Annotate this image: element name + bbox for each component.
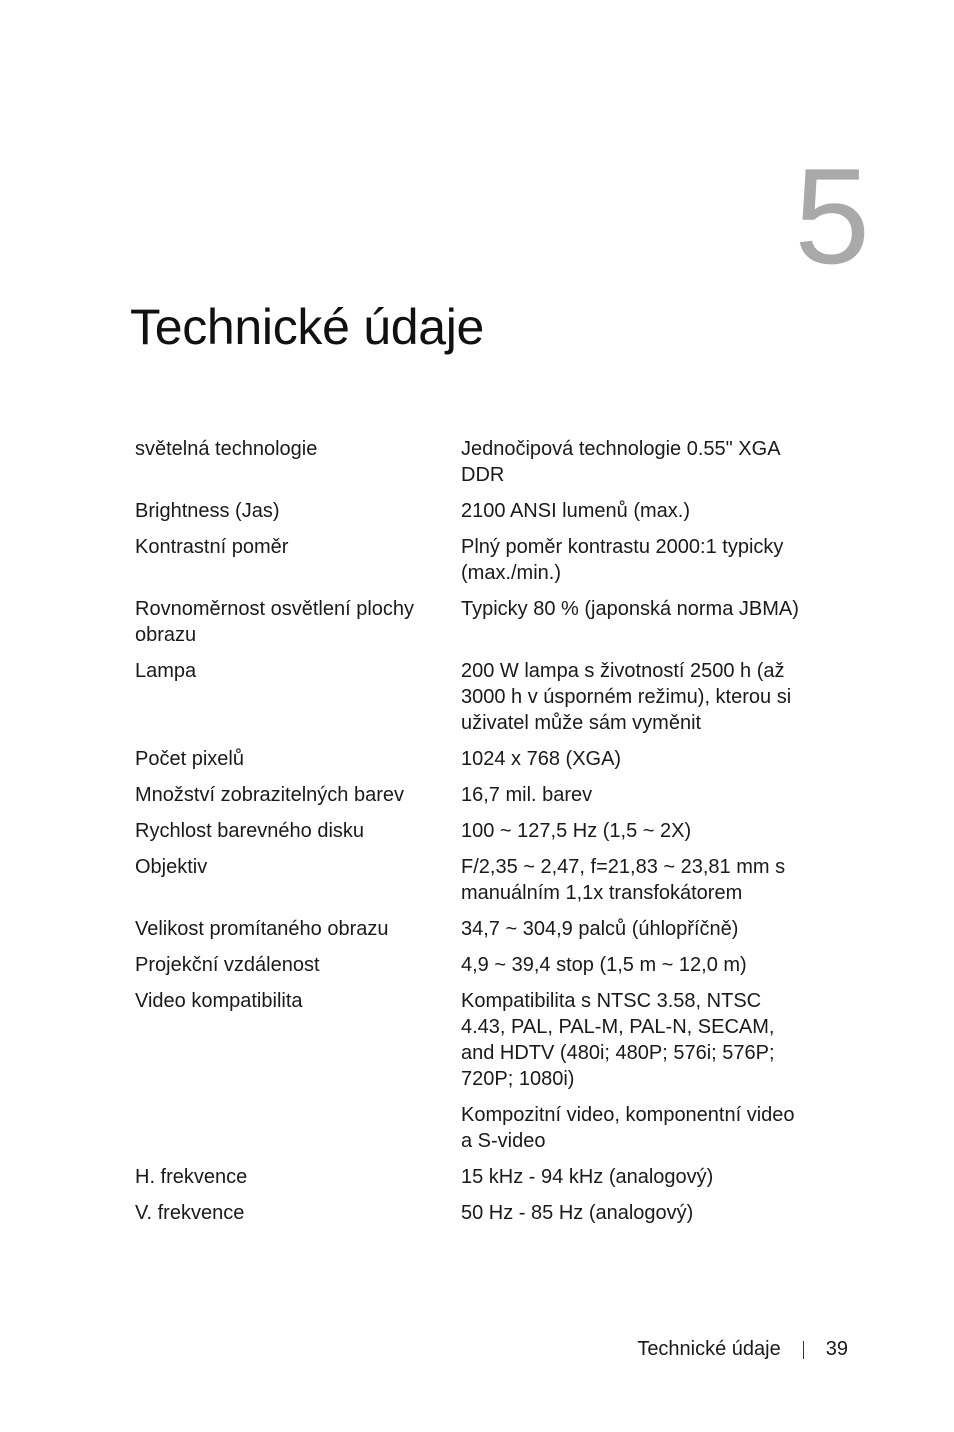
page-footer [637,1338,848,1361]
spec-row [135,1200,825,1226]
spec-label: Kontrastní poměr [135,536,289,558]
spec-row [135,436,825,488]
spec-label: Velikost promítaného obrazu [135,918,389,940]
spec-table [135,436,825,1236]
spec-label: světelná technologie [135,438,318,460]
spec-value: 100 ~ 127,5 Hz (1,5 ~ 2X) [461,820,692,842]
spec-value: 200 W lampa s životností 2500 h (až 3000 h v úsporném režimu), kterou si uživatel může sám vyměnit [461,660,792,734]
spec-label: Video kompatibilita [135,990,303,1012]
spec-row [135,854,825,906]
spec-value: 4,9 ~ 39,4 stop (1,5 m ~ 12,0 m) [461,954,747,976]
spec-value: Kompatibilita s NTSC 3.58, NTSC 4.43, PAL, PAL-M, PAL-N, SECAM, and HDTV (480i; 480P; 576i; 576P; 720P; 1080i) [461,990,775,1090]
spec-row [135,988,825,1154]
footer-section-title: Technické údaje [637,1338,781,1360]
spec-label: V. frekvence [135,1202,245,1224]
spec-value: Plný poměr kontrastu 2000:1 typicky (max./min.) [461,536,784,584]
spec-value: 15 kHz - 94 kHz (analogový) [461,1166,714,1188]
spec-row [135,916,825,942]
spec-value: 34,7 ~ 304,9 palců (úhlopříčně) [461,918,739,940]
chapter-number: 5 [794,140,870,292]
spec-label: Projekční vzdálenost [135,954,320,976]
spec-row [135,746,825,772]
footer-divider [803,1341,804,1359]
spec-value: 50 Hz - 85 Hz (analogový) [461,1202,694,1224]
spec-value: 1024 x 768 (XGA) [461,748,622,770]
spec-label: Objektiv [135,856,208,878]
spec-label: Počet pixelů [135,748,244,770]
spec-row [135,952,825,978]
spec-value: Jednočipová technologie 0.55" XGA DDR [461,438,780,486]
spec-row [135,1164,825,1190]
page-number: 39 [825,1338,848,1360]
spec-value: Typicky 80 % (japonská norma JBMA) [461,598,799,620]
chapter-title: Technické údaje [130,299,485,355]
spec-value: 2100 ANSI lumenů (max.) [461,500,690,522]
spec-label: Rovnoměrnost osvětlení plochy obrazu [135,598,415,646]
spec-row [135,596,825,648]
spec-row [135,498,825,524]
spec-label: Rychlost barevného disku [135,820,365,842]
spec-label: Brightness (Jas) [135,500,280,522]
spec-row [135,782,825,808]
spec-row [135,658,825,736]
spec-value: F/2,35 ~ 2,47, f=21,83 ~ 23,81 mm s manuálním 1,1x transfokátorem [461,856,786,904]
spec-value: 16,7 mil. barev [461,784,593,806]
spec-label: Množství zobrazitelných barev [135,784,405,806]
spec-value: Kompozitní video, komponentní video a S-video [461,1104,795,1152]
spec-row [135,534,825,586]
spec-row [135,818,825,844]
spec-label: Lampa [135,660,197,682]
spec-label: H. frekvence [135,1166,248,1188]
